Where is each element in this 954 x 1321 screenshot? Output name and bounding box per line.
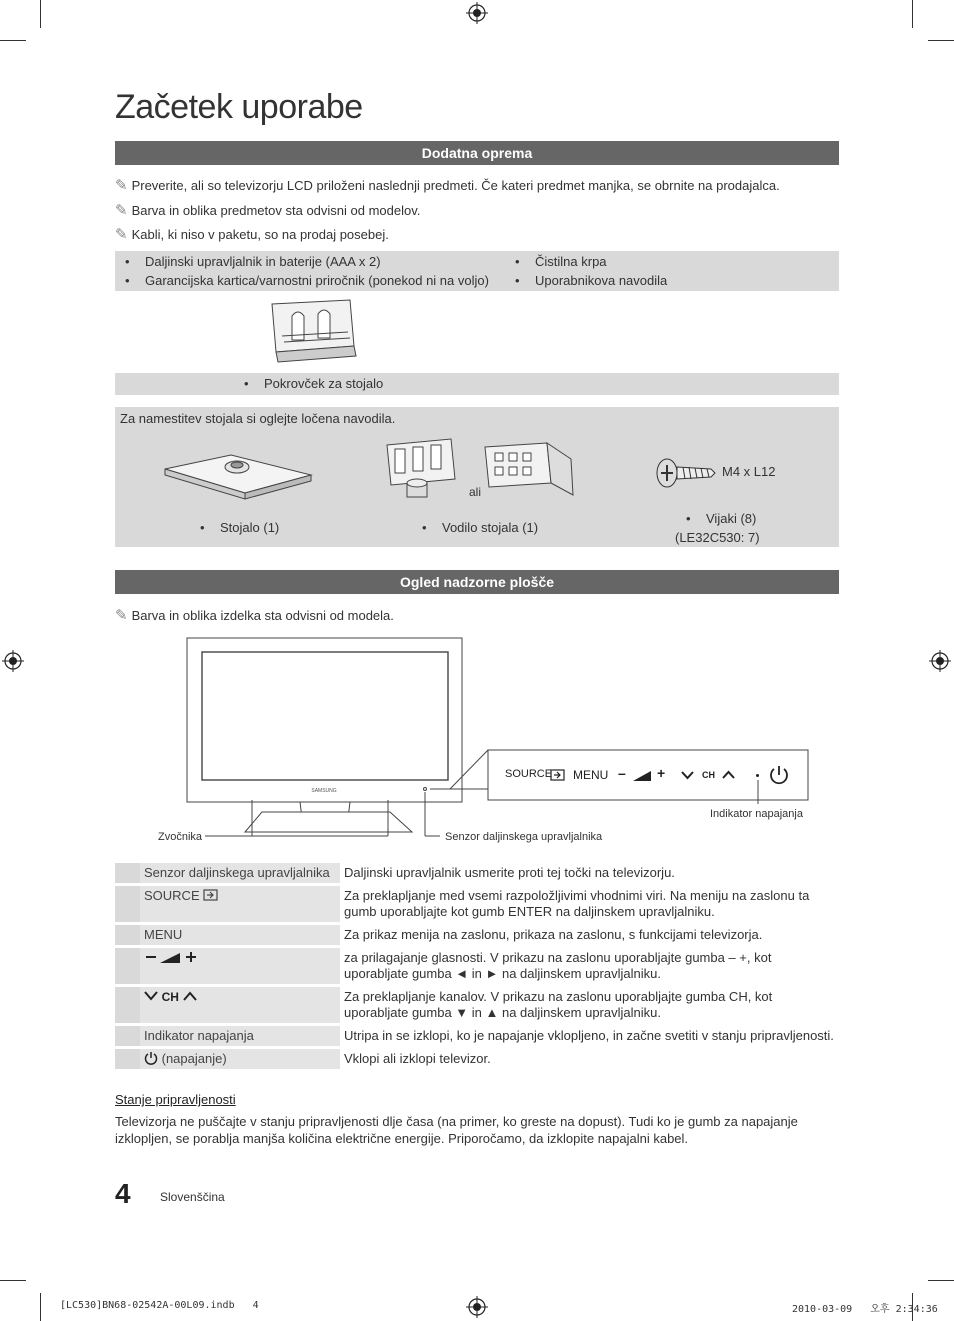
screws-model-note: (LE32C530: 7) — [675, 530, 760, 545]
table-row — [115, 1026, 839, 1046]
control-table — [115, 860, 839, 1072]
pencil-note-icon: ✎ — [115, 177, 128, 194]
page-title: Začetek uporabe — [115, 88, 363, 126]
control-description: Za preklapljanje med vsemi razpoložljivimi vhodnimi viri. Na meniju na zaslonu ta gumb uporabljajte kot gumb ENTER na daljinskem upravljalniku. — [344, 888, 810, 919]
table-row — [115, 886, 839, 922]
standby-heading: Stanje pripravljenosti — [115, 1092, 236, 1107]
section-heading-accessories: Dodatna oprema — [115, 141, 839, 165]
screw-size-label: M4 x L12 — [722, 464, 776, 479]
strip-ch-label: CH — [702, 770, 715, 780]
registration-mark-icon — [929, 650, 951, 672]
list-item: • Garancijska kartica/varnostni priročnik (ponekod ni na voljo) — [125, 273, 489, 288]
strip-minus-label: – — [618, 765, 626, 781]
list-item: • Pokrovček za stojalo — [244, 376, 383, 391]
crop-mark — [40, 0, 41, 28]
stand-cover-row — [115, 373, 839, 395]
chevron-down-icon — [144, 991, 158, 1001]
crop-mark — [0, 1280, 26, 1281]
page-number: 4 — [115, 1178, 131, 1209]
table-row — [115, 948, 839, 984]
chevron-down-icon — [681, 771, 694, 780]
footer-language: Slovenščina — [160, 1190, 225, 1204]
stand-guide-image — [381, 435, 463, 501]
list-item: • Uporabnikova navodila — [515, 273, 667, 288]
note-line: ✎ Preverite, ali so televizorju LCD priloženi naslednji predmeti. Če kateri predmet manjka, se obrnite na prodajalca. — [115, 177, 780, 194]
power-icon — [768, 764, 790, 786]
accessory-list — [115, 251, 839, 291]
control-description: Utripa in se izklopi, ko je napajanje vklopljeno, in začne svetiti v stanju pripravljenosti. — [344, 1028, 834, 1043]
sensor-label: Senzor daljinskega upravljalnika — [445, 831, 603, 843]
crop-mark — [40, 1293, 41, 1321]
list-item: • Stojalo (1) — [200, 520, 279, 535]
crop-mark — [0, 40, 26, 41]
control-label: MENU — [140, 925, 340, 945]
brand-logo: SAMSUNG — [311, 788, 337, 794]
power-icon — [144, 1051, 158, 1065]
note-line: ✎ Barva in oblika predmetov sta odvisni od modelov. — [115, 202, 421, 219]
stand-box — [115, 407, 839, 547]
stand-guide-alt-image — [481, 441, 577, 501]
footer-date: 2010-03-09 오후 2:34:36 — [792, 1304, 938, 1315]
source-input-icon — [203, 889, 219, 901]
table-row — [115, 925, 839, 945]
chevron-up-icon — [722, 770, 735, 779]
note-line: ✎ Kabli, ki niso v paketu, so na prodaj posebej. — [115, 226, 389, 243]
list-item: • Vijaki (8) — [686, 511, 756, 526]
strip-plus-label: + — [657, 765, 666, 781]
crop-mark — [912, 0, 913, 28]
registration-mark-icon — [2, 650, 24, 672]
note-line: ✎ Barva in oblika izdelka sta odvisni od modela. — [115, 607, 394, 624]
stand-cover-image — [262, 296, 362, 368]
section-heading-panel: Ogled nadzorne plošče — [115, 570, 839, 594]
source-input-icon — [550, 769, 566, 781]
volume-wedge-icon — [633, 771, 651, 781]
control-label: Senzor daljinskega upravljalnika — [140, 863, 340, 883]
pencil-note-icon: ✎ — [115, 607, 128, 624]
control-description: Za preklapljanje kanalov. V prikazu na zaslonu uporabljajte gumba CH, kot uporabljate gumba ▼ in ▲ na daljinskem upravljalniku. — [344, 989, 773, 1020]
list-item: • Vodilo stojala (1) — [422, 520, 538, 535]
or-label: ali — [469, 485, 482, 499]
registration-mark-icon — [466, 1296, 488, 1318]
table-row — [115, 863, 839, 883]
control-label: CH — [140, 987, 340, 1023]
control-label: (napajanje) — [140, 1049, 340, 1069]
footer-file: [LC530]BN68-02542A-00L09.indb 4 — [60, 1300, 259, 1311]
registration-mark-icon — [466, 2, 488, 24]
control-description: Za prikaz menija na zaslonu, prikaza na zaslonu, s funkcijami televizorja. — [344, 927, 763, 942]
control-description: za prilagajanje glasnosti. V prikazu na zaslonu uporabljajte gumba – +, kot uporabljate gumba ◄ in ► na daljinskem upravljalniku. — [344, 950, 772, 981]
list-item: • Čistilna krpa — [515, 254, 607, 269]
stand-note: Za namestitev stojala si oglejte ločena navodila. — [120, 411, 396, 426]
table-row — [115, 987, 839, 1023]
strip-menu-label: MENU — [573, 768, 609, 782]
standby-text: Televizorja ne puščajte v stanju pripravljenosti dlje časa (na primer, ko greste na dopust). Tudi ko je gumb za napajanje izklopljen, se porablja manjša količina električne energije. Priporočamo, da izklopite napajalni kabel. — [115, 1114, 798, 1146]
volume-wedge-icon — [144, 950, 204, 964]
table-row — [115, 1049, 839, 1069]
chevron-up-icon — [183, 991, 197, 1001]
strip-source-label: SOURCE — [505, 768, 553, 780]
crop-mark — [928, 40, 954, 41]
speakers-label: Zvočnika — [158, 831, 203, 843]
power-indicator-dot — [756, 774, 759, 777]
control-label: SOURCE — [140, 886, 340, 922]
list-item: • Daljinski upravljalnik in baterije (AAA x 2) — [125, 254, 381, 269]
control-description: Vklopi ali izklopi televizor. — [344, 1051, 491, 1066]
pencil-note-icon: ✎ — [115, 202, 128, 219]
control-label — [140, 948, 340, 984]
stand-image — [161, 451, 315, 503]
control-label: Indikator napajanja — [140, 1026, 340, 1046]
crop-mark — [928, 1280, 954, 1281]
pencil-note-icon: ✎ — [115, 226, 128, 243]
screw-image — [655, 457, 717, 489]
indicator-label: Indikator napajanja — [710, 808, 803, 820]
control-description: Daljinski upravljalnik usmerite proti tej točki na televizorju. — [344, 865, 675, 880]
